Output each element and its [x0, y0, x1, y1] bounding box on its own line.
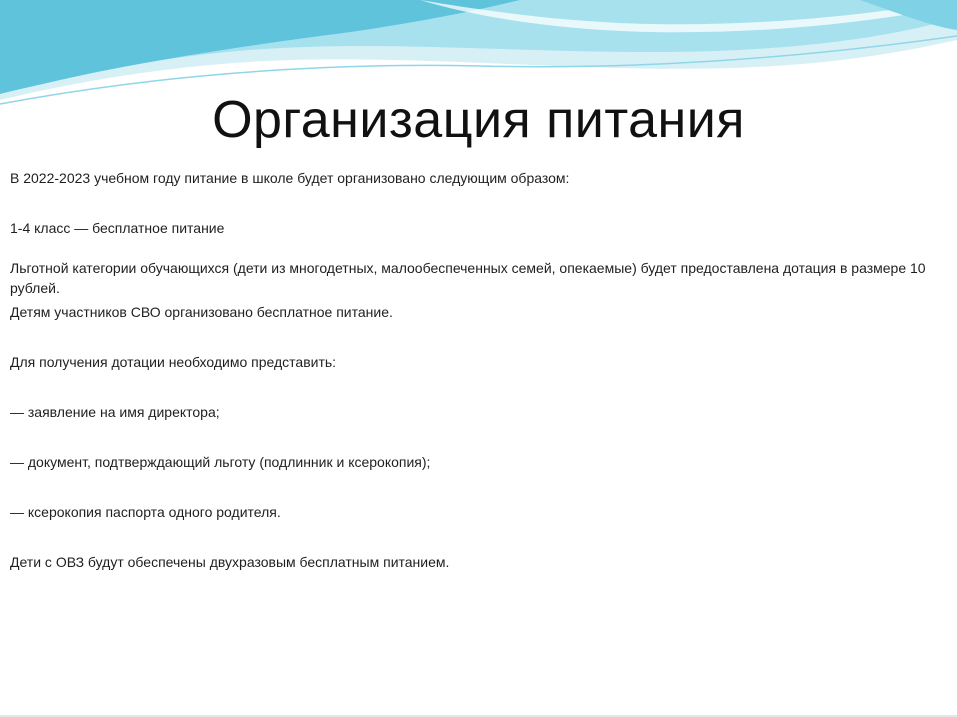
- paragraph-privileged-category: Льготной категории обучающихся (дети из многодетных, малообеспеченных семей, опекаемые) будет предоставлена дотация в размере 10 рублей.: [10, 260, 926, 296]
- list-item-document: — документ, подтверждающий льготу (подлинник и ксерокопия);: [10, 454, 431, 470]
- list-item-passport-copy: — ксерокопия паспорта одного родителя.: [10, 504, 281, 520]
- list-item-application: — заявление на имя директора;: [10, 404, 220, 420]
- paragraph-svo-children: Детям участников СВО организовано бесплатное питание.: [10, 304, 393, 320]
- paragraph-ovz-children: Дети с ОВЗ будут обеспечены двухразовым бесплатным питанием.: [10, 554, 450, 570]
- paragraph-grades-free-meals: 1-4 класс — бесплатное питание: [10, 220, 225, 236]
- slide-body: [10, 168, 955, 572]
- paragraph-subsidy-requirements: Для получения дотации необходимо представить:: [10, 354, 337, 370]
- paragraph-intro: В 2022-2023 учебном году питание в школе будет организовано следующим образом:: [10, 170, 570, 186]
- slide-title: Организация питания: [212, 91, 745, 149]
